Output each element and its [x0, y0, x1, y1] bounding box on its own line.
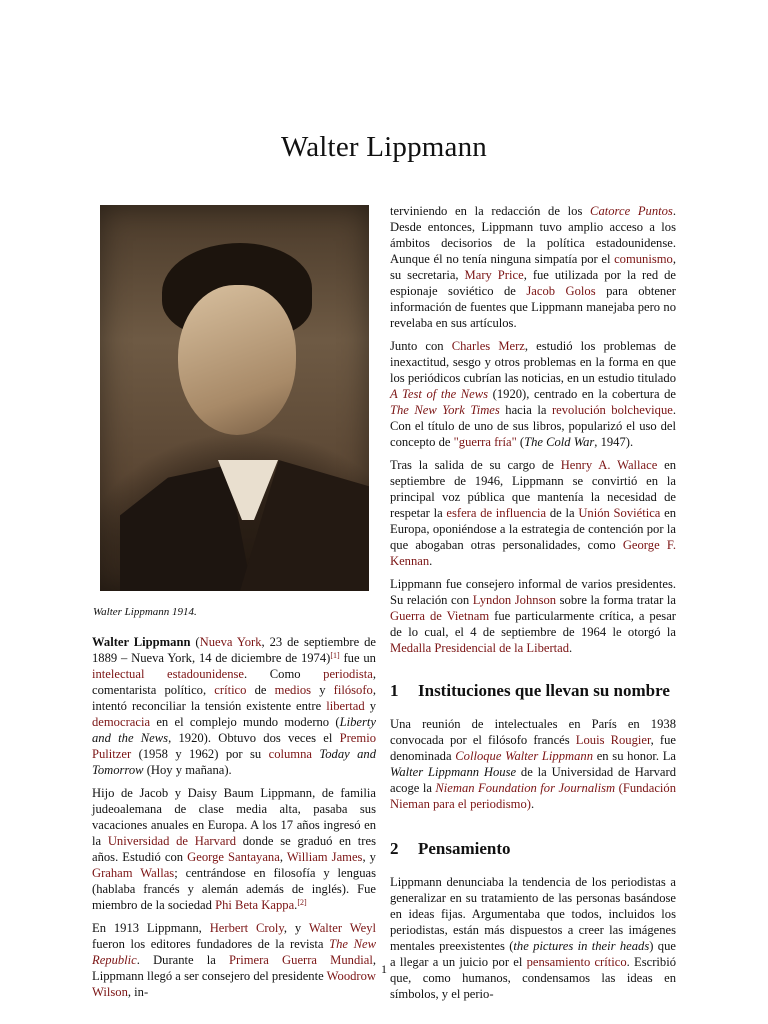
link-columna[interactable]: columna	[268, 747, 312, 761]
right-column	[390, 203, 676, 1009]
link-pulitzer[interactable]: Premio Pulitzer	[92, 731, 376, 761]
page-title: Walter Lippmann	[280, 131, 487, 164]
link-graham-wallas[interactable]: Graham Wallas	[92, 866, 175, 880]
link-critico[interactable]: crítico	[214, 683, 247, 697]
link-phi-beta-kappa[interactable]: Phi Beta Kappa	[215, 898, 295, 912]
link-fundacion-nieman[interactable]: (Fundación Nieman para el periodismo)	[390, 781, 677, 811]
link-colloque[interactable]: Colloque Walter Lippmann	[455, 749, 594, 763]
link-intelectual[interactable]: intelectual estadounidense	[92, 667, 244, 681]
link-esfera[interactable]: esfera de influencia	[446, 506, 547, 520]
link-medios[interactable]: medios	[274, 683, 312, 697]
link-guerra-fria[interactable]: "guerra fría"	[453, 435, 517, 449]
paragraph-pensamiento: Lippmann denunciaba la tendencia de los periodistas a generalizar en su tratamiento de las personas basándose en ideas fijas. Argumentaba que todos, incluidos los periodistas, están más dispuestos a creer las imágenes mentales preexistentes (the pictures in their heads) que a llegar a un juicio por el pensamiento crítico. Escribió que, como humanos, condensamos las ideas en símbolos, y el perio-	[390, 875, 676, 1001]
link-charles-merz[interactable]: Charles Merz	[451, 339, 525, 353]
link-wilson[interactable]: Woodrow Wilson	[92, 969, 376, 999]
page-number: 1	[381, 962, 387, 976]
link-primera-guerra[interactable]: Primera Guerra Mundial	[229, 953, 373, 967]
link-nyt[interactable]: The New York Times	[390, 403, 500, 417]
reference-2[interactable]: [2]	[297, 898, 307, 907]
link-periodista[interactable]: periodista	[323, 667, 373, 681]
link-revolucion[interactable]: revolución bolchevique	[551, 403, 673, 417]
link-catorce-puntos[interactable]: Catorce Puntos	[590, 204, 673, 218]
link-comunismo[interactable]: comunismo	[614, 252, 673, 266]
paragraph-instituciones: Una reunión de intelectuales en París en 1938 convocada por el filósofo francés Louis Rougier, fue denominada Colloque Walter Lippmann en su honor. La Walter Lippmann House de la Universidad de Harvard acoge la Nieman Foundation for Journalism (Fundación Nieman para el periodismo).	[390, 717, 677, 811]
link-william-james[interactable]: William James	[286, 850, 363, 864]
section-heading-2: 2 Pensamiento	[390, 839, 511, 858]
section-heading-1: 1 Instituciones que llevan su nombre	[390, 681, 670, 700]
link-pensamiento-critico[interactable]: pensamiento crítico	[526, 955, 627, 969]
paragraph-merz: Junto con Charles Merz, estudió los problemas de inexactitud, sesgo y otros problemas en la forma en que los periódicos cubrían las noticias, en un estudio titulado A Test of the News (1920), centrado en la cobertura de The New York Times hacia la revolución bolchevique. Con el título de uno de sus libros, popularizó el uso del concepto de "guerra fría" (The Cold War, 1947).	[390, 339, 677, 449]
career-paragraph: En 1913 Lippmann, Herbert Croly, y Walter Weyl fueron los editores fundadores de la revista The New Republic. Durante la Primera Guerra Mundial, Lippmann llegó a ser consejero del presidente Woodrow Wilson, in-	[92, 921, 377, 999]
reference-1[interactable]: [1]	[330, 651, 340, 660]
link-nieman[interactable]: Nieman Foundation for Journalism	[435, 781, 616, 795]
link-weyl[interactable]: Walter Weyl	[308, 921, 376, 935]
link-croly[interactable]: Herbert Croly	[209, 921, 284, 935]
link-mary-price[interactable]: Mary Price	[464, 268, 524, 282]
link-kennan[interactable]: George F. Kennan	[390, 538, 676, 568]
paragraph-wallace: Tras la salida de su cargo de Henry A. Wallace en septiembre de 1946, Lippmann se convirtió en la principal voz pública que mantenía la necesidad de respetar la esfera de influencia de la Unión Soviética en Europa, oponiéndose a la estrategia de contención por la que abogaban otras personalidades, como George F. Kennan.	[390, 458, 677, 568]
link-wallace[interactable]: Henry A. Wallace	[560, 458, 658, 472]
link-democracia[interactable]: democracia	[92, 715, 151, 729]
link-test-of-news[interactable]: A Test of the News	[390, 387, 489, 401]
portrait-photo	[100, 205, 369, 591]
link-filosofo[interactable]: filósofo	[333, 683, 373, 697]
link-libertad[interactable]: libertad	[326, 699, 365, 713]
paragraph-catorce-puntos: terviniendo en la redacción de los Catorce Puntos. Desde entonces, Lippmann tuvo amplio acceso a los ámbitos decisorios de la política estadounidense. Aunque él no tenía ninguna simpatía por el comunismo, su secretaria, Mary Price, fue utilizada por la red de espionaje soviético de Jacob Golos para obtener información de fuentes que Lippmann manejaba pero no revelaba en sus artículos.	[390, 204, 677, 330]
biography-paragraph: Hijo de Jacob y Daisy Baum Lippmann, de familia judeoalemana de clase media alta, pasaba sus vacaciones anuales en Europa. A los 17 años ingresó en la Universidad de Harvard donde se graduó en tres años. Estudió con George Santayana, William James, y Graham Wallas; centrándose en filosofía y lenguas (hablaba francés y alemán además de inglés). Fue miembro de la sociedad Phi Beta Kappa.[2]	[92, 786, 376, 912]
link-urss[interactable]: Unión Soviética	[578, 506, 661, 520]
link-jacob-golos[interactable]: Jacob Golos	[526, 284, 596, 298]
link-rougier[interactable]: Louis Rougier	[575, 733, 651, 747]
photo-caption: Walter Lippmann 1914.	[93, 606, 197, 618]
link-nueva-york[interactable]: Nueva York	[199, 635, 262, 649]
left-column	[92, 634, 376, 1007]
intro-paragraph: Walter Lippmann (Nueva York, 23 de septiembre de 1889 – Nueva York, 14 de diciembre de 1974)[1] fue un intelectual estadounidense. Como periodista, comentarista político, crítico de medios y filósofo, intentó reconciliar la tensión existente entre libertad y democracia en el complejo mundo moderno (Liberty and the News, 1920). Obtuvo dos veces el Premio Pulitzer (1958 y 1962) por su columna Today and Tomorrow (Hoy y mañana).	[92, 635, 377, 777]
link-harvard[interactable]: Universidad de Harvard	[107, 834, 236, 848]
link-medalla[interactable]: Medalla Presidencial de la Libertad	[390, 641, 570, 655]
link-johnson[interactable]: Lyndon Johnson	[472, 593, 557, 607]
link-vietnam[interactable]: Guerra de Vietnam	[390, 609, 490, 623]
link-new-republic[interactable]: The New Republic	[92, 937, 377, 967]
paragraph-johnson: Lippmann fue consejero informal de varios presidentes. Su relación con Lyndon Johnson sobre la forma tratar la Guerra de Vietnam fue particularmente crítica, a pesar de lo cual, el 4 de septiembre de 1964 le otorgó la Medalla Presidencial de la Libertad.	[390, 577, 676, 655]
link-santayana[interactable]: George Santayana	[187, 850, 280, 864]
